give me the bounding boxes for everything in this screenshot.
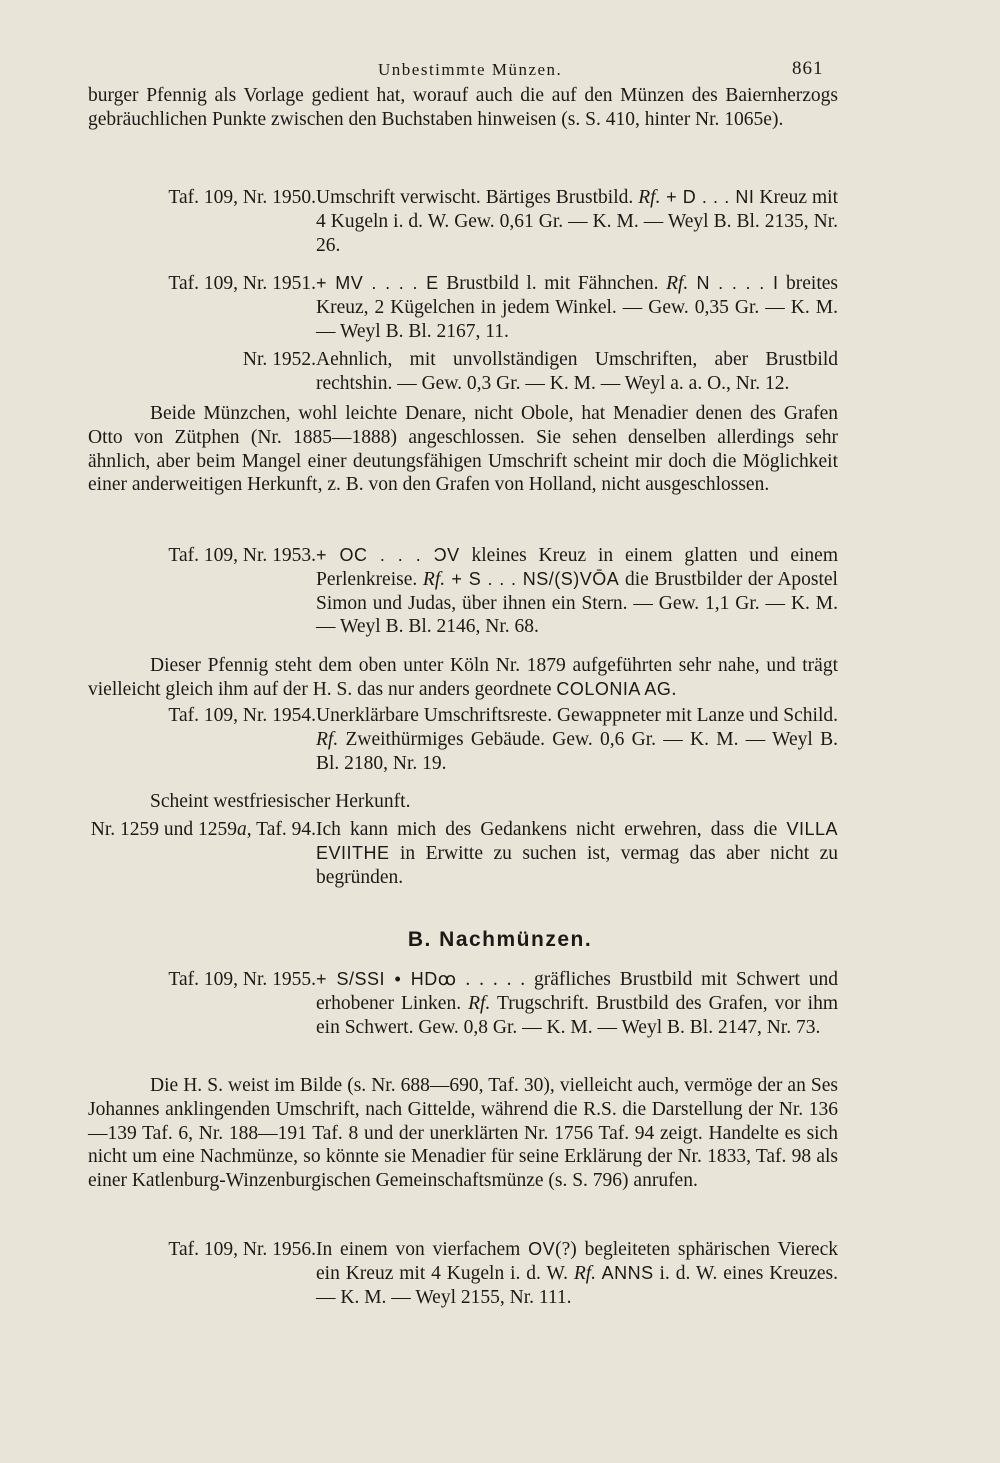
coin-legend: COLONIA AG: [556, 678, 672, 699]
paragraph-beide: Beide Münzchen, wohl leichte Denare, nicht Obole, hat Menadier denen des Grafen Otto von Zütphen (Nr. 1885—1888) angeschlossen. Sie sehen denselben allerdings sehr ähnlich, aber beim Mangel einer deutungsfähigen Umschrift scheint mir doch die Möglichkeit einer anderweitigen Herkunft, z. B. von den Grafen von Holland, nicht ausgeschlossen.: [88, 403, 838, 496]
entry-text: Brustbild l. mit Fähnchen.: [438, 273, 667, 294]
entry-text: Ich kann mich des Gedankens nicht erwehren, dass die: [316, 819, 787, 840]
entry-text: Unerklärbare Umschriftsreste. Gewappneter mit Lanze und Schild.: [316, 705, 838, 726]
paragraph-scheint: Scheint westfriesischer Herkunft.: [150, 791, 411, 812]
running-title: Unbestimmte Münzen.: [378, 60, 563, 79]
running-header: [0, 58, 1000, 84]
page-number: 861: [792, 58, 824, 79]
entry-1950: [88, 186, 838, 257]
paragraph-intro: burger Pfennig als Vorlage gedient hat, worauf auch die auf den Münzen des Baiernherzogs gebräuchlichen Punkte zwischen den Buchstaben hinweisen (s. S. 410, hinter Nr. 1065e).: [88, 85, 838, 130]
paragraph-die: Die H. S. weist im Bilde (s. Nr. 688—690, Taf. 30), vielleicht auch, vermöge der an Ses Johannes anklingenden Umschrift, nach Gittelde, während die R.S. die Darstellung der Nr. 136—139 Taf. 6, Nr. 188—191 Taf. 8 und der unerklärten Nr. 1756 Taf. 94 zeigt. Handelte es sich nicht um eine Nachmünze, so könnte sie Menadier für seine Erklärung der Nr. 1833, Taf. 98 als einer Katlenburg-Winzenburgischen Gemeinschaftsmünze (s. S. 796) anrufen.: [88, 1075, 838, 1192]
entry-ref: Taf. 109, Nr. 1954.: [168, 705, 316, 726]
entry-description: [316, 1238, 838, 1309]
entry-description: [316, 272, 838, 343]
entry-ref-part: , Taf. 94.: [246, 819, 316, 840]
entry-text: Zweithürmiges Gebäude. Gew. 0,6 Gr. — K. M. — Weyl B. Bl. 2180, Nr. 19.: [316, 728, 838, 774]
reverse-abbrev: Rf.: [422, 568, 446, 590]
entry-text: Umschrift verwischt. Bärtiges Brustbild.: [316, 187, 639, 208]
coin-legend: + MV . . . . E: [316, 273, 439, 293]
entry-text: die Brustbilder der Apostel Simon und Judas, über ihnen ein Stern. — Gew. 1,1 Gr. — K. M. — Weyl B. Bl. 2146, Nr. 68.: [316, 568, 838, 638]
paragraph-dieser: [88, 654, 838, 702]
entry-description: [316, 544, 838, 639]
entry-ref: Taf. 109, Nr. 1950.: [168, 187, 316, 208]
entry-ref: Taf. 109, Nr. 1951.: [168, 273, 316, 294]
entry-description: [316, 186, 838, 257]
entry-description: [316, 818, 838, 889]
reverse-abbrev: Rf.: [468, 992, 491, 1014]
coin-legend: + D . . . NI: [660, 187, 755, 207]
entry-1956: [88, 1238, 838, 1309]
entry-description: Aehnlich, mit unvollständigen Umschriften, aber Brustbild rechtshin. — Gew. 0,3 Gr. — K. M. — Weyl a. a. O., Nr. 12.: [316, 349, 838, 394]
entry-ref: [88, 818, 316, 842]
entry-text: i. d. W. eines Kreuzes. — K. M. — Weyl 2155, Nr. 111.: [316, 1262, 838, 1308]
coin-legend: + S/SSI • HDꝏ: [316, 969, 457, 989]
entry-1952: [88, 348, 838, 396]
entry-ref: Taf. 109, Nr. 1955.: [168, 969, 316, 990]
paragraph-text: Dieser Pfennig steht dem oben unter Köln Nr. 1879 aufgeführten sehr nahe, und trägt vielleicht gleich ihm auf der H. S. das nur anders geordnete: [88, 655, 838, 700]
paragraph-text: .: [671, 678, 677, 700]
entry-description: [316, 704, 838, 775]
reverse-abbrev: Rf.: [638, 187, 661, 208]
entry-text: Trugschrift. Brustbild des Grafen, vor ihm ein Schwert. Gew. 0,8 Gr. — K. M. — Weyl B. Bl. 2147, Nr. 73.: [316, 992, 838, 1038]
entry-text: Kreuz mit 4 Kugeln i. d. W. Gew. 0,61 Gr. — K. M. — Weyl B. Bl. 2135, Nr. 26.: [316, 187, 839, 256]
entry-text: . . . . . gräfliches Brustbild mit Schwert und erhobener Linken.: [316, 969, 838, 1014]
entry-text: breites Kreuz, 2 Kügelchen in jedem Winkel. — Gew. 0,35 Gr. — K. M. — Weyl B. Bl. 2167, 11.: [316, 273, 838, 342]
reverse-abbrev: Rf.: [316, 728, 339, 750]
section-heading: B. Nachmünzen.: [407, 928, 593, 951]
entry-text: (?) begleiteten sphärischen Viereck ein Kreuz mit 4 Kugeln i. d. W.: [316, 1239, 838, 1284]
coin-legend: + OC . . . ϽV: [316, 545, 460, 565]
entry-ref: Taf. 109, Nr. 1956.: [168, 1239, 316, 1260]
entry-text: kleines Kreuz in einem glatten und einem Perlenkreise.: [316, 545, 838, 590]
coin-legend: + S . . . NS/(S)VŌA: [445, 568, 620, 589]
entry-1953: [88, 544, 838, 639]
entry-description: [316, 968, 838, 1039]
entry-1955: [88, 968, 838, 1039]
entry-ref: Nr. 1952.: [242, 349, 316, 370]
entry-ref-part: Nr. 1259 und 1259: [90, 819, 238, 840]
coin-legend: N . . . . I: [688, 273, 779, 293]
reverse-abbrev: Rf.: [573, 1262, 597, 1284]
entry-ref: Taf. 109, Nr. 1953.: [168, 545, 316, 566]
entry-ref-italic: a: [237, 819, 247, 840]
entry-1951: [88, 272, 838, 343]
coin-legend: OV: [528, 1239, 556, 1259]
coin-legend: VILLA EVIITHE: [316, 819, 838, 863]
entry-1259: [88, 818, 838, 889]
entry-text: in Erwitte zu suchen ist, vermag das aber nicht zu begründen.: [316, 842, 838, 888]
entry-text: In einem von vierfachem: [316, 1239, 529, 1260]
entry-1954: [88, 704, 838, 775]
reverse-abbrev: Rf.: [666, 273, 689, 294]
coin-legend: ANNS: [596, 1262, 654, 1283]
